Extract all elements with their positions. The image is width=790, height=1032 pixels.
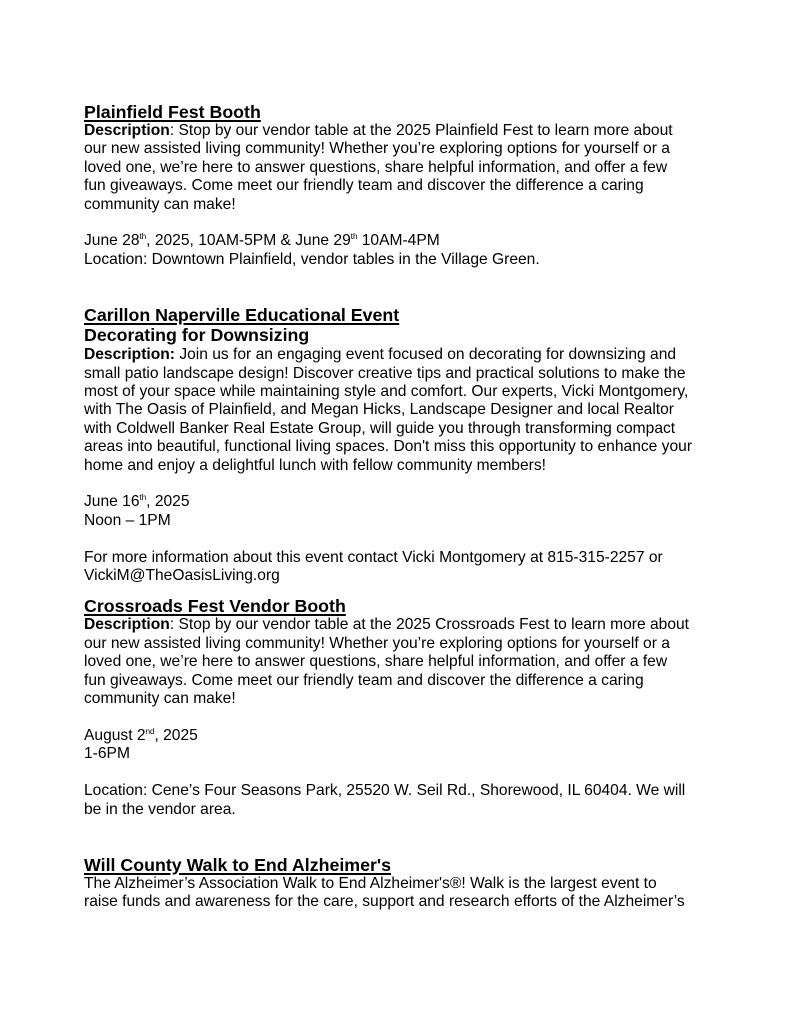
document-page (84, 102, 724, 912)
description-text: Stop by our vendor table at the 2025 Plainfield Fest to learn more about (174, 122, 673, 139)
event-crossroads-fest (84, 596, 724, 818)
date-text: June 28 (84, 232, 140, 250)
event-date (84, 493, 724, 511)
contact-email[interactable]: VickiM@TheOasisLiving.org (84, 567, 280, 585)
event-plainfield-fest (84, 102, 724, 269)
description-line: loved one, we’re here to answer questions, share helpful information, and offer a few (84, 158, 668, 176)
event-date (84, 727, 724, 745)
description-line: fun giveaways. Come meet our friendly team and discover the difference a caring (84, 671, 644, 689)
description-line: our new assisted living community! Whether you’re exploring options for yourself or a (84, 634, 670, 652)
description-line: raise funds and awareness for the care, support and research efforts of the Alzheimer’s (84, 893, 685, 911)
contact-info: For more information about this event contact Vicki Montgomery at 815-315-2257 or (84, 548, 663, 566)
description-line: most of your space while maintaining style and comfort. Our experts, Vicki Montgomery, (84, 383, 689, 401)
description-line: with Coldwell Banker Real Estate Group, will guide you through transforming compact (84, 419, 676, 437)
date-text: , 2025 (146, 493, 190, 511)
event-title: Carillon Naperville Educational Event (84, 305, 400, 326)
description-label: Description (84, 616, 170, 634)
event-will-county-walk (84, 855, 724, 912)
event-location: Location: Cene’s Four Seasons Park, 25520 W. Seil Rd., Shorewood, IL 60404. We will (84, 782, 686, 800)
description-line (84, 122, 724, 140)
event-title: Crossroads Fest Vendor Booth (84, 596, 346, 617)
event-time: 1-6PM (84, 745, 130, 763)
event-title: Plainfield Fest Booth (84, 102, 261, 122)
description-line (84, 616, 724, 634)
event-subtitle: Decorating for Downsizing (84, 325, 310, 346)
date-suffix: nd (145, 726, 155, 736)
description-line: small patio landscape design! Discover creative tips and practical solutions to make the (84, 364, 686, 382)
event-location: Location: Downtown Plainfield, vendor tables in the Village Green. (84, 250, 540, 268)
event-title: Will County Walk to End Alzheimer's (84, 854, 392, 875)
description-text: Stop by our vendor table at the 2025 Crossroads Fest to learn more about (174, 616, 690, 634)
event-location: be in the vendor area. (84, 800, 236, 818)
date-text: June 16 (84, 493, 140, 511)
description-colon: : (169, 616, 175, 634)
date-text: August 2 (84, 726, 146, 744)
event-time: Noon – 1PM (84, 511, 171, 529)
description-line: home and enjoy a delightful lunch with fellow community members! (84, 456, 546, 474)
event-date (84, 232, 724, 250)
date-suffix: th (139, 232, 147, 242)
description-label: Description: (84, 346, 175, 364)
description-line: community can make! (84, 690, 236, 708)
description-text: Join us for an engaging event focused on decorating for downsizing and (174, 346, 677, 364)
description-label: Description (84, 122, 170, 139)
date-text: 10AM-4PM (357, 232, 440, 250)
description-line: loved one, we’re here to answer questions, share helpful information, and offer a few (84, 653, 668, 671)
description-line (84, 346, 724, 364)
date-text: , 2025 (154, 726, 198, 744)
description-line: community can make! (84, 195, 236, 213)
date-suffix: th (350, 232, 358, 242)
description-line: areas into beautiful, functional living spaces. Don't miss this opportunity to enhance your (84, 438, 693, 456)
description-line: fun giveaways. Come meet our friendly team and discover the difference a caring (84, 177, 644, 195)
date-suffix: th (139, 493, 147, 503)
description-line: The Alzheimer’s Association Walk to End Alzheimer's®! Walk is the largest event to (84, 874, 657, 892)
description-line: with The Oasis of Plainfield, and Megan Hicks, Landscape Designer and local Realtor (84, 401, 674, 419)
description-colon: : (169, 122, 175, 139)
description-line: our new assisted living community! Whether you’re exploring options for yourself or a (84, 140, 670, 158)
event-carillon-naperville (84, 305, 724, 585)
date-text: , 2025, 10AM-5PM & June 29 (146, 232, 351, 250)
